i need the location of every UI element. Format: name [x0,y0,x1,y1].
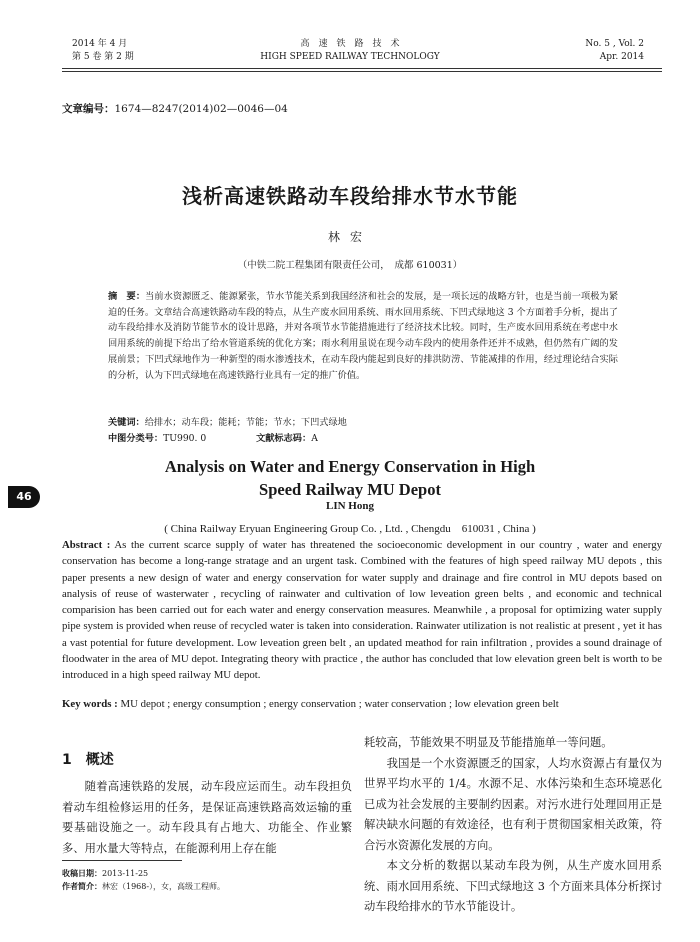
section-title: 概述 [85,752,114,768]
affiliation-cn: （中铁二院工程集团有限责任公司， 成都 610031） [237,260,463,271]
section-number: 1 [62,752,72,768]
header-rule [62,68,662,69]
keywords-en-label: Key words : [62,698,118,710]
header-date: 2014 年 4 月 [72,39,128,49]
journal-number [585,38,644,64]
affiliation-en: ( China Railway Eryuan Engineering Group Co. , Ltd. , Chengdu 610031 , China ) [164,523,536,535]
page-title-cn: 浅析高速铁路动车段给排水节水节能 [182,184,518,208]
keywords-cn [108,414,347,428]
author-bio-value: 林宏（1968-），女，高级工程师。 [102,882,226,891]
abstract-en-text: As the current scarce supply of water has threatened the socioeconomic development in our country , water and energy conservation has become a long-range stratage and an urgent task. Combined with the features of high speed railway MU depots , this paper presents a new design of water and energy conservation for water supply and drainage and fire control in MU depots based on analysis of reuse of wasterwater , recycling of rainwater and cultivation of low leveation green belts , and economic and technical comparision has been carried out for each water and energy conservation measures. Meanwhile , a proposal for optimizing water supply pipe system is provided when reuse of recycled water is taken into consideration. Rainwater utilization is not realistic at present , yet it has a vast potential for future development. Low leveation green belt , an updated meathod for rain infiltration , provides a sound drainage of floodwater in the area of MU depot. Integrating theory with practice , the author has concluded that low elevation green belt is worth to be introduced in a high speed railway MU depot. [62,539,662,682]
abstract-cn-label: 摘 要： [108,291,146,302]
section-heading [62,749,114,769]
abstract-en [62,537,662,684]
keywords-cn-label: 关键词： [108,417,145,428]
abstract-cn-text: 当前水资源匮乏、能源紧张，节水节能关系到我国经济和社会的发展，是一项长远的战略方针，也是当前一项极为紧迫的任务。文章结合高速铁路动车段的特点，从生产废水回用系统、雨水回用系统、下凹式绿地这 3 个方面着手分析，提出了动车段给排水及消防节能节水的设计思路，并对各项节水节能措施进行了经济技术比较。同时，生产废水回用系统在考虑中水回用系统的前提下给出了给水管道系统的优化方案；雨水利用虽说在现今动车段内的使用条件还并不成熟，但仍然有广阔的发展前景；下凹式绿地作为一种新型的雨水渗透技术，在动车段内能起到良好的排洪防涝、节能减排的作用，经过理论结合实际的分析，认为下凹式绿地在高速铁路行业具有一定的推广价值。 [108,291,619,381]
header-number-volume: No. 5 , Vol. 2 [585,39,644,49]
doc-code-label: 文献标志码： [256,433,312,444]
journal-name-cn: 高 速 铁 路 技 术 [300,39,400,49]
clc-value: TU990. 0 [163,433,207,444]
body-column-right [364,733,662,918]
page-number-badge: 46 [8,486,40,508]
clc-label: 中图分类号： [108,433,164,444]
article-number-label: 文章编号： [62,103,115,115]
title-en-line2: Speed Railway MU Depot [259,480,441,499]
abstract-en-label: Abstract : [62,539,111,551]
keywords-en-text: MU depot ; energy consumption ; energy conservation ; water conservation ; low elevation green belt [117,698,559,710]
header-rule-thin [62,71,662,72]
article-number-value: 1674—8247(2014)02—0046—04 [114,103,288,115]
page-title-en [0,455,700,501]
article-number [62,101,288,116]
journal-name-en: HIGH SPEED RAILWAY TECHNOLOGY [260,52,440,62]
header-month: Apr. 2014 [599,52,644,62]
keywords-en [62,698,559,710]
body-column-left [62,777,352,859]
keywords-cn-text: 给排水；动车段；能耗；节能；节水；下凹式绿地 [144,417,347,428]
footnote-author [62,881,225,893]
abstract-cn [108,289,618,383]
body-paragraph: 随着高速铁路的发展，动车段应运而生。动车段担负着动车组检修运用的任务，是保证高速铁路高效运输的重要基础设施之一。动车段具有占地大、功能全、作业繁多、用水量大等特点，在能源利用上存在能 [62,780,352,855]
received-value: 2013-11-25 [102,869,149,878]
author-cn: 林宏 [327,230,372,244]
title-en-line1: Analysis on Water and Energy Conservation in High [164,457,536,476]
doc-code-value: A [311,433,318,444]
author-bio-label: 作者简介： [62,882,102,891]
body-paragraph: 耗较高，节能效果不明显及节能措施单一等问题。 [364,736,613,749]
header-volume-issue: 第 5 卷 第 2 期 [72,52,134,62]
author-en: LIN Hong [326,500,374,512]
body-paragraph: 我国是一个水资源匮乏的国家，人均水资源占有量仅为世界平均水平的 1/4。水源不足、水体污染和生态环境恶化已成为社会发展的主要制约因素。对污水进行处理回用正是解决缺水问题的有效途径，也有利于贯彻国家相关政策，符合污水资源化发展的方向。 [364,756,662,852]
footnote-rule [62,860,182,861]
received-label: 收稿日期： [62,869,102,878]
footnote-received [62,868,148,880]
classification-cn [108,430,318,444]
body-paragraph: 本文分析的数据以某动车段为例，从生产废水回用系统、雨水回用系统、下凹式绿地这 3 个方面来具体分析探讨动车段给排水的节水节能设计。 [364,859,662,913]
